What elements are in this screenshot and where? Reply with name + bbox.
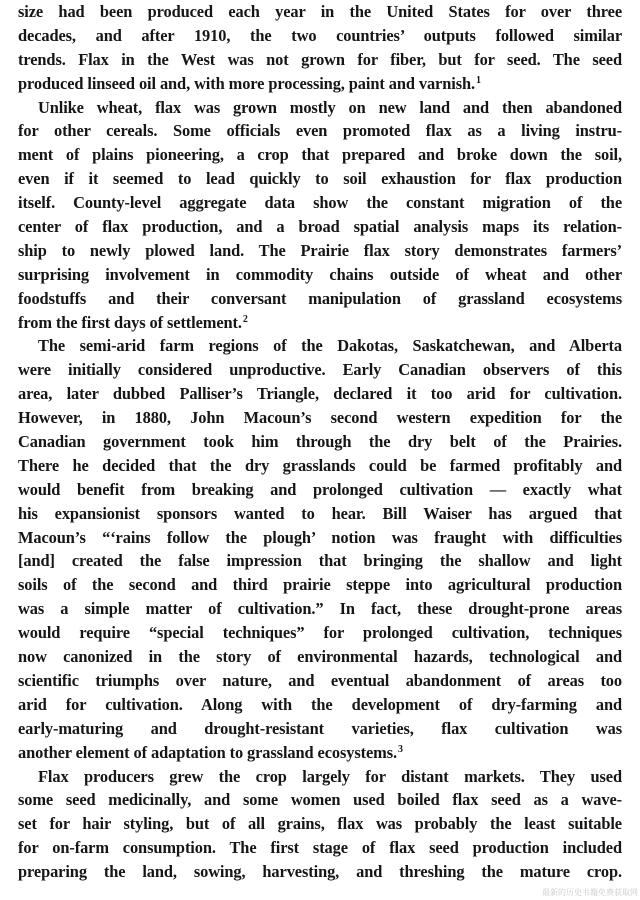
text-line: soils of the second and third prairie steppe into agricultural production — [18, 575, 622, 595]
text-line: for on-farm consumption. The first stage of flax seed production included — [18, 838, 622, 858]
text-line: now canonized in the story of environmental hazards, technological and — [18, 647, 622, 667]
text-line: Unlike wheat, flax was grown mostly on new land and then abandoned — [38, 97, 622, 117]
text-line: Macoun’s “‘rains follow the plough’ notion was fraught with difficulties — [18, 527, 622, 547]
text-line: foodstuffs and their conversant manipulation of grassland ecosystems — [18, 288, 622, 308]
text-line: produced linseed oil and, with more processing, paint and varnish.$^1$ — [18, 73, 481, 93]
text-line: However, in 1880, John Macoun’s second western expedition for the — [18, 408, 622, 428]
text-line: size had been produced each year in the United States for over three — [18, 2, 622, 21]
text-line: were initially considered unproductive. Early Canadian observers of this — [18, 360, 622, 380]
text-line: for other cereals. Some officials even promoted flax as a living instru- — [18, 121, 622, 141]
footnote-marker: 1 — [475, 74, 481, 86]
paragraph — [18, 0, 622, 96]
text-line: even if it seemed to lead quickly to soil exhaustion for flax production — [18, 169, 622, 189]
text-line: would benefit from breaking and prolonged cultivation — exactly what — [18, 479, 622, 499]
text-line: The semi-arid farm regions of the Dakotas, Saskatchewan, and Alberta — [38, 336, 622, 356]
text-line: would require “special techniques” for prolonged cultivation, techniques — [18, 623, 622, 643]
text-line: ment of plains pioneering, a crop that prepared and broke down the soil, — [18, 145, 622, 165]
text-line: trends. Flax in the West was not grown for fiber, but for seed. The seed — [18, 49, 622, 69]
text-line: from the first days of settlement.$^2$ — [18, 312, 248, 332]
text-line: [and] created the false impression that bringing the shallow and light — [18, 551, 622, 571]
text-line: some seed medicinally, and some women used boiled flax seed as a wave- — [18, 790, 622, 810]
text-line: Canadian government took him through the dry belt of the Prairies. — [18, 432, 622, 452]
text-line: decades, and after 1910, the two countries’ outputs followed similar — [18, 25, 622, 45]
text-line: Flax producers grew the crop largely for distant markets. They used — [38, 766, 622, 786]
text-line: surprising involvement in commodity chains outside of wheat and other — [18, 264, 622, 284]
text-line: another element of adaptation to grassland ecosystems.$^3$ — [18, 742, 403, 762]
paragraph — [18, 334, 622, 764]
footnote-marker: 2 — [242, 313, 248, 325]
text-line: was a simple matter of cultivation.” In fact, these drought-prone areas — [18, 599, 622, 619]
text-line: itself. County-level aggregate data show the constant migration of the — [18, 193, 622, 213]
text-line: set for hair styling, but of all grains, flax was probably the least suitable — [18, 814, 622, 834]
document-page — [18, 0, 622, 884]
text-line: There he decided that the dry grasslands could be farmed profitably and — [18, 455, 622, 475]
text-line: early-maturing and drought-resistant varieties, flax cultivation was — [18, 718, 622, 738]
text-line: his expansionist sponsors wanted to hear. Bill Waiser has argued that — [18, 503, 622, 523]
text-line: ship to newly plowed land. The Prairie flax story demonstrates farmers’ — [18, 240, 622, 260]
footnote-marker: 3 — [398, 743, 403, 755]
text-line: area, later dubbed Palliser’s Triangle, declared it too arid for cultivation. — [18, 384, 622, 404]
text-line: preparing the land, sowing, harvesting, and threshing the mature crop. — [18, 862, 622, 882]
text-line: scientific triumphs over nature, and eventual abandonment of areas too — [18, 670, 622, 690]
paragraph — [18, 765, 622, 884]
paragraph — [18, 96, 622, 335]
watermark: 最新的历史书籍免费获取网 — [542, 888, 638, 897]
text-line: arid for cultivation. Along with the development of dry-farming and — [18, 694, 622, 714]
text-line: center of flax production, and a broad spatial analysis maps its relation- — [18, 217, 622, 237]
